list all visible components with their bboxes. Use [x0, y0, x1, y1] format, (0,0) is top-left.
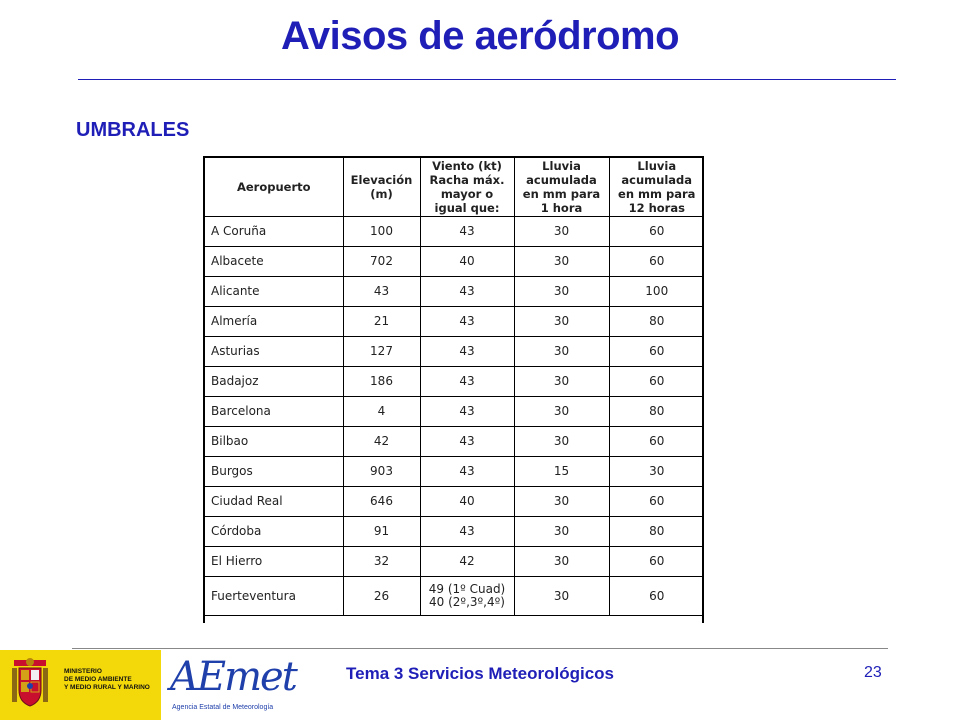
cell-wind: 43 — [420, 307, 514, 337]
cell-rain-1h: 30 — [514, 517, 609, 547]
aemet-logo — [170, 652, 296, 718]
header-rain-12h: Lluvia acumulada en mm para 12 horas — [609, 158, 704, 217]
cell-rain-12h: 60 — [609, 367, 704, 397]
cell-airport: A Coruña — [205, 217, 343, 247]
cell-rain-12h: 60 — [609, 577, 704, 616]
cell-airport: Alicante — [205, 277, 343, 307]
cell-airport: Barcelona — [205, 397, 343, 427]
cell-wind: 43 — [420, 337, 514, 367]
cell-elevation: 4 — [343, 397, 420, 427]
ministry-logo — [0, 650, 161, 720]
cell-airport: Fuerteventura — [205, 577, 343, 616]
table-row — [205, 547, 704, 577]
cell-elevation: 702 — [343, 247, 420, 277]
cell-rain-12h: 60 — [609, 547, 704, 577]
table-row — [205, 487, 704, 517]
header-airport: Aeropuerto — [205, 158, 343, 217]
cell-rain-1h: 30 — [514, 337, 609, 367]
cell-rain-12h: 60 — [609, 487, 704, 517]
cell-wind: 43 — [420, 277, 514, 307]
cell-airport: Almería — [205, 307, 343, 337]
cell-airport: Córdoba — [205, 517, 343, 547]
table-row — [205, 277, 704, 307]
cell-elevation: 91 — [343, 517, 420, 547]
cell-rain-12h: 100 — [609, 277, 704, 307]
table-header-row — [205, 158, 704, 217]
cell-rain-12h: 60 — [609, 427, 704, 457]
cell-airport: Burgos — [205, 457, 343, 487]
cell-rain-1h: 30 — [514, 487, 609, 517]
cell-rain-1h: 30 — [514, 217, 609, 247]
cell-airport: El Hierro — [205, 547, 343, 577]
cell-rain-12h: 60 — [609, 247, 704, 277]
cell-elevation: 43 — [343, 277, 420, 307]
table-row — [205, 577, 704, 616]
table-row — [205, 367, 704, 397]
cell-wind: 43 — [420, 397, 514, 427]
cell-elevation: 100 — [343, 217, 420, 247]
cell-airport: Asturias — [205, 337, 343, 367]
cell-airport: Ciudad Real — [205, 487, 343, 517]
cell-airport: Bilbao — [205, 427, 343, 457]
table-row — [205, 217, 704, 247]
cell-rain-1h: 15 — [514, 457, 609, 487]
page-number: 23 — [864, 664, 882, 681]
cell-wind: 43 — [420, 367, 514, 397]
cell-rain-1h: 30 — [514, 277, 609, 307]
title-divider — [78, 79, 896, 80]
aemet-wordmark: AEmet — [170, 654, 296, 700]
cell-elevation: 32 — [343, 547, 420, 577]
cell-rain-1h: 30 — [514, 247, 609, 277]
cell-rain-12h: 60 — [609, 337, 704, 367]
cell-rain-1h: 30 — [514, 577, 609, 616]
header-elevation: Elevación (m) — [343, 158, 420, 217]
table-row — [205, 337, 704, 367]
cell-wind: 40 — [420, 487, 514, 517]
cell-rain-1h: 30 — [514, 397, 609, 427]
cell-rain-12h: 60 — [609, 217, 704, 247]
cell-elevation: 127 — [343, 337, 420, 367]
cell-rain-12h: 80 — [609, 307, 704, 337]
table-row — [205, 517, 704, 547]
cell-elevation: 903 — [343, 457, 420, 487]
cell-airport: Albacete — [205, 247, 343, 277]
ministry-name: MINISTERIO DE MEDIO AMBIENTE Y MEDIO RURAL Y MARINO — [64, 668, 150, 691]
cell-elevation: 646 — [343, 487, 420, 517]
header-wind: Viento (kt) Racha máx. mayor o igual que: — [420, 158, 514, 217]
header-rain-1h: Lluvia acumulada en mm para 1 hora — [514, 158, 609, 217]
coat-of-arms-icon — [10, 656, 50, 712]
section-subtitle: UMBRALES — [76, 119, 190, 141]
slide-title: Avisos de aeródromo — [280, 14, 680, 58]
cell-rain-1h: 30 — [514, 367, 609, 397]
cell-wind: 43 — [420, 517, 514, 547]
cell-rain-12h: 30 — [609, 457, 704, 487]
cell-wind: 40 — [420, 247, 514, 277]
cell-rain-12h: 80 — [609, 517, 704, 547]
cell-elevation: 42 — [343, 427, 420, 457]
thresholds-table — [205, 158, 704, 616]
thresholds-table-container — [203, 156, 704, 623]
cell-elevation: 21 — [343, 307, 420, 337]
table-row — [205, 397, 704, 427]
table-row — [205, 307, 704, 337]
footer-title: Tema 3 Servicios Meteorológicos — [346, 664, 614, 683]
cell-elevation: 26 — [343, 577, 420, 616]
cell-wind: 43 — [420, 217, 514, 247]
cell-rain-12h: 80 — [609, 397, 704, 427]
table-row — [205, 457, 704, 487]
footer-divider — [72, 648, 888, 649]
cell-wind: 49 (1º Cuad) 40 (2º,3º,4º) — [420, 577, 514, 616]
table-row — [205, 247, 704, 277]
cell-wind: 43 — [420, 427, 514, 457]
cell-rain-1h: 30 — [514, 547, 609, 577]
cell-rain-1h: 30 — [514, 427, 609, 457]
cell-wind: 42 — [420, 547, 514, 577]
aemet-subtitle: Agencia Estatal de Meteorología — [172, 704, 274, 711]
cell-elevation: 186 — [343, 367, 420, 397]
cell-wind: 43 — [420, 457, 514, 487]
table-row — [205, 427, 704, 457]
cell-airport: Badajoz — [205, 367, 343, 397]
cell-rain-1h: 30 — [514, 307, 609, 337]
